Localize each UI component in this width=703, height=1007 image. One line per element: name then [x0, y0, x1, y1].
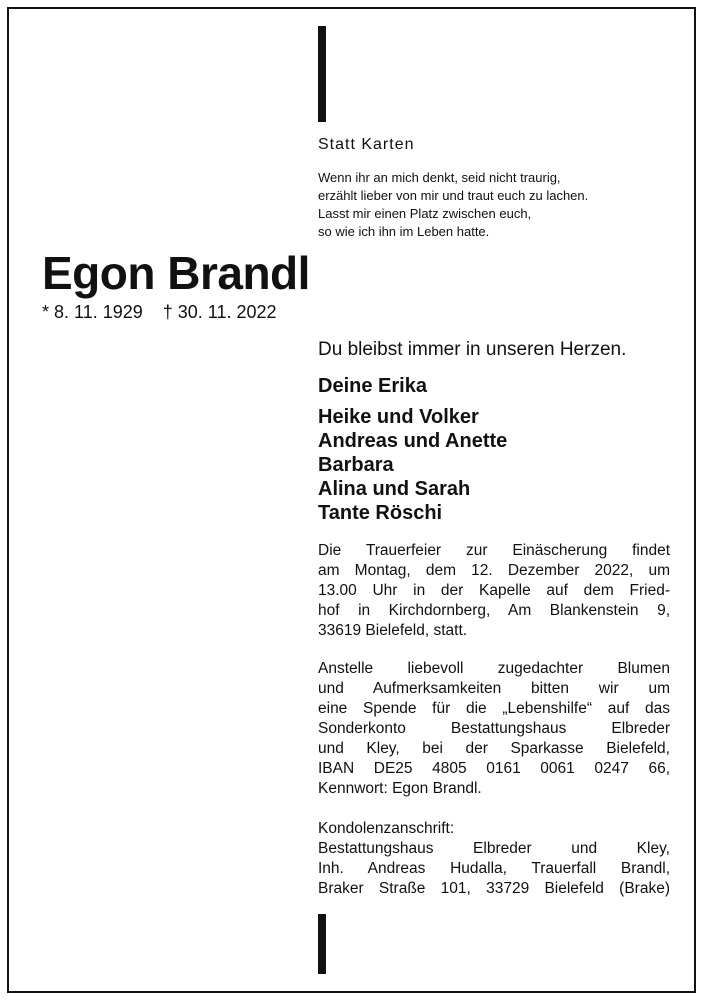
donation-line: und Kley, bei der Sparkasse Bielefeld,	[318, 740, 670, 757]
mourner-spouse: Deine Erika	[318, 375, 427, 397]
ceremony-line: 33619 Bielefeld, statt.	[318, 622, 468, 639]
poem-line: Lasst mir einen Platz zwischen euch,	[318, 206, 532, 221]
condolence-line: Inh. Andreas Hudalla, Trauerfall Brandl,	[318, 860, 670, 877]
poem-line: Wenn ihr an mich denkt, seid nicht traurig,	[318, 170, 561, 185]
mourner-item: Alina und Sarah	[318, 478, 471, 500]
donation-line: IBAN DE25 4805 0161 0061 0247 66,	[318, 760, 670, 777]
poem	[318, 169, 588, 241]
mourner-item: Tante Röschi	[318, 502, 443, 524]
ceremony-line: hof in Kirchdornberg, Am Blankenstein 9,	[318, 602, 670, 619]
poem-line: so wie ich ihn im Leben hatte.	[318, 224, 490, 239]
donation-line: Anstelle liebevoll zugedachter Blumen	[318, 660, 670, 677]
deceased-name: Egon Brandl	[42, 247, 310, 299]
ceremony-line: am Montag, dem 12. Dezember 2022, um	[318, 562, 670, 579]
ceremony-line: 13.00 Uhr in der Kapelle auf dem Fried-	[318, 582, 670, 599]
ceremony-paragraph	[318, 541, 670, 641]
top-divider-bar	[318, 26, 326, 122]
bottom-divider-bar	[318, 914, 326, 974]
donation-paragraph	[318, 659, 670, 799]
condolence-line: Kondolenzanschrift:	[318, 820, 455, 837]
condolence-address	[318, 819, 670, 899]
donation-line: eine Spende für die „Lebenshilfe“ auf das	[318, 700, 670, 717]
birth-death-dates: * 8. 11. 1929 † 30. 11. 2022	[42, 302, 277, 322]
ceremony-line: Die Trauerfeier zur Einäscherung findet	[318, 542, 670, 559]
motto: Du bleibst immer in unseren Herzen.	[318, 339, 627, 360]
condolence-line: Bestattungshaus Elbreder und Kley,	[318, 840, 670, 857]
obituary-notice	[7, 7, 696, 993]
mourner-item: Heike und Volker	[318, 406, 479, 428]
mourner-item: Barbara	[318, 454, 394, 476]
donation-line: Sonderkonto Bestattungshaus Elbreder	[318, 720, 670, 737]
condolence-line: Braker Straße 101, 33729 Bielefeld (Brake)	[318, 880, 670, 897]
poem-line: erzählt lieber von mir und traut euch zu lachen.	[318, 188, 589, 203]
statt-karten-heading: Statt Karten	[318, 136, 415, 153]
donation-line: und Aufmerksamkeiten bitten wir um	[318, 680, 670, 697]
mourner-list	[318, 405, 507, 525]
donation-line: Kennwort: Egon Brandl.	[318, 780, 482, 797]
mourner-item: Andreas und Anette	[318, 430, 508, 452]
